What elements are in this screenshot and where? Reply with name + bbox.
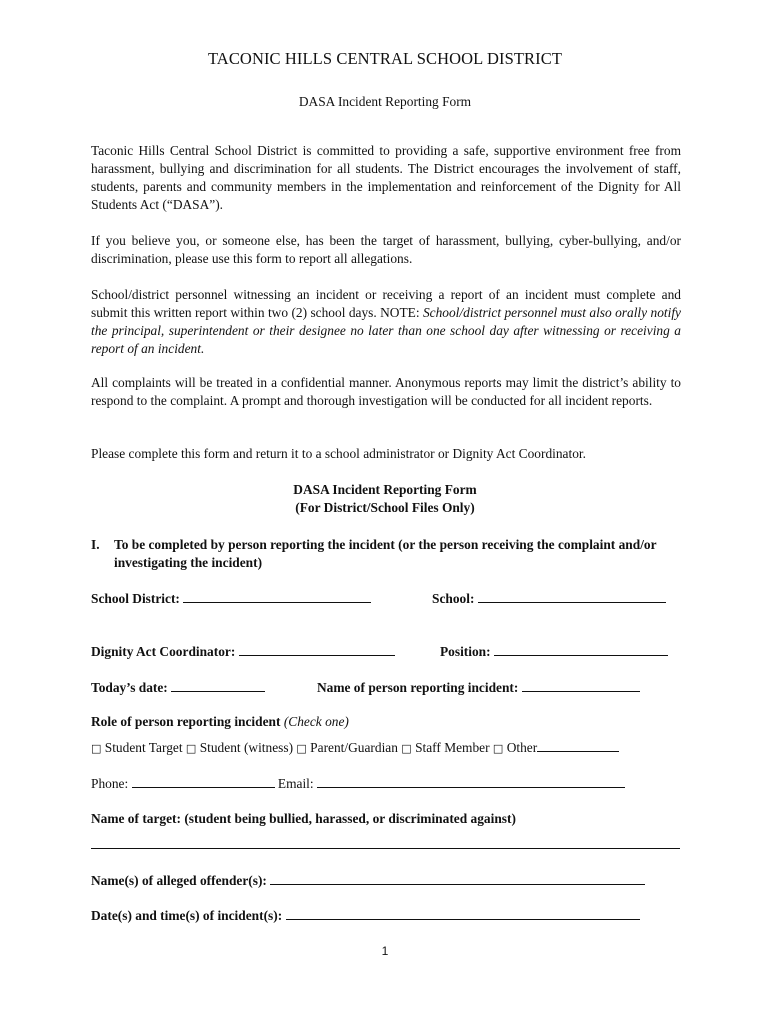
role-option-label: Student (witness) <box>199 740 294 755</box>
role-hint: (Check one) <box>283 714 349 729</box>
phone-label: Phone: <box>91 776 129 791</box>
position-input[interactable] <box>494 642 668 656</box>
role-option-parent-guardian[interactable] <box>296 740 398 755</box>
school-district-input[interactable] <box>183 589 371 603</box>
reporter-name-input[interactable] <box>522 678 640 692</box>
todays-date-input[interactable] <box>171 678 265 692</box>
dignity-coordinator-label: Dignity Act Coordinator: <box>91 644 236 659</box>
checkbox-icon[interactable]: □ <box>185 742 197 755</box>
school-field <box>432 589 666 608</box>
incident-datetime-label: Date(s) and time(s) of incident(s): <box>91 908 283 923</box>
offenders-input[interactable] <box>270 871 645 885</box>
school-input[interactable] <box>478 589 666 603</box>
intro-paragraph-1: Taconic Hills Central School District is committed to providing a safe, supportive environment free from harassment, bullying and discrimination for all students. The District encourages the involvement of staff, students, parents and community members in the implementation and reinforcement of the Dignity for All Students Act (“DASA”). <box>91 143 681 212</box>
checkbox-icon[interactable]: □ <box>91 742 102 755</box>
position-field <box>440 642 668 661</box>
incident-datetime-input[interactable] <box>286 906 640 920</box>
page-number: 1 <box>381 944 389 958</box>
role-option-label: Staff Member <box>415 740 490 755</box>
role-field <box>91 713 349 731</box>
intro-paragraph-3-note: School/district personnel must also orally notify the principal, superintendent or their designee no later than one school day after witnessing or receiving a report of an incident. <box>91 305 681 356</box>
todays-date-label: Today’s date: <box>91 680 168 695</box>
target-name-input[interactable] <box>91 848 680 849</box>
form-header-title: DASA Incident Reporting Form <box>293 482 477 497</box>
contact-field <box>91 774 625 793</box>
position-label: Position: <box>440 644 491 659</box>
email-label: Email: <box>277 776 314 791</box>
role-option-label: Student Target <box>104 740 183 755</box>
role-options <box>91 738 619 758</box>
role-option-student-witness[interactable] <box>186 740 293 755</box>
role-option-other[interactable] <box>493 740 619 755</box>
section-numeral: I. <box>91 537 100 552</box>
reporter-name-label: Name of person reporting incident: <box>317 680 519 695</box>
todays-date-field <box>91 678 265 697</box>
dignity-coordinator-input[interactable] <box>239 642 395 656</box>
school-district-label: School District: <box>91 591 180 606</box>
district-title: TACONIC HILLS CENTRAL SCHOOL DISTRICT <box>207 49 563 68</box>
other-role-input[interactable] <box>537 738 619 752</box>
role-option-label: Parent/Guardian <box>310 740 398 755</box>
incident-datetime-field <box>91 906 640 925</box>
phone-input[interactable] <box>132 774 275 788</box>
offenders-field <box>91 871 645 890</box>
email-input[interactable] <box>317 774 625 788</box>
offenders-label: Name(s) of alleged offender(s): <box>91 873 267 888</box>
school-district-field <box>91 589 371 608</box>
reporter-name-field <box>317 678 640 697</box>
intro-paragraph-3 <box>91 286 681 358</box>
intro-paragraph-4: All complaints will be treated in a confidential manner. Anonymous reports may limit the district’s ability to respond to the complaint. A prompt and thorough investigation will be conducted for all incident reports. <box>91 375 681 408</box>
school-label: School: <box>432 591 475 606</box>
section-heading: To be completed by person reporting the incident (or the person receiving the complaint and/or investigating the incident) <box>114 537 657 570</box>
intro-paragraph-2: If you believe you, or someone else, has been the target of harassment, bullying, cyber-bullying, and/or discrimination, please use this form to report all allegations. <box>91 233 681 266</box>
form-subtitle: DASA Incident Reporting Form <box>298 94 472 109</box>
target-name-label: Name of target: (student being bullied, harassed, or discriminated against) <box>91 811 516 826</box>
checkbox-icon[interactable]: □ <box>296 742 307 755</box>
role-option-label: Other <box>506 740 538 755</box>
role-label: Role of person reporting incident <box>91 714 281 729</box>
intro-paragraph-3-text: School/district personnel witnessing an incident or receiving a report of an incident must complete and submit this written report within two (2) school days. NOTE: <box>91 287 681 320</box>
checkbox-icon[interactable]: □ <box>492 742 504 755</box>
form-header-note: (For District/School Files Only) <box>295 500 475 515</box>
dignity-coordinator-field <box>91 642 395 661</box>
role-option-staff-member[interactable] <box>401 740 489 755</box>
checkbox-icon[interactable]: □ <box>401 742 412 755</box>
intro-paragraph-5: Please complete this form and return it to a school administrator or Dignity Act Coordinator. <box>91 446 586 461</box>
form-header <box>0 481 770 517</box>
role-option-student-target[interactable] <box>91 740 183 755</box>
